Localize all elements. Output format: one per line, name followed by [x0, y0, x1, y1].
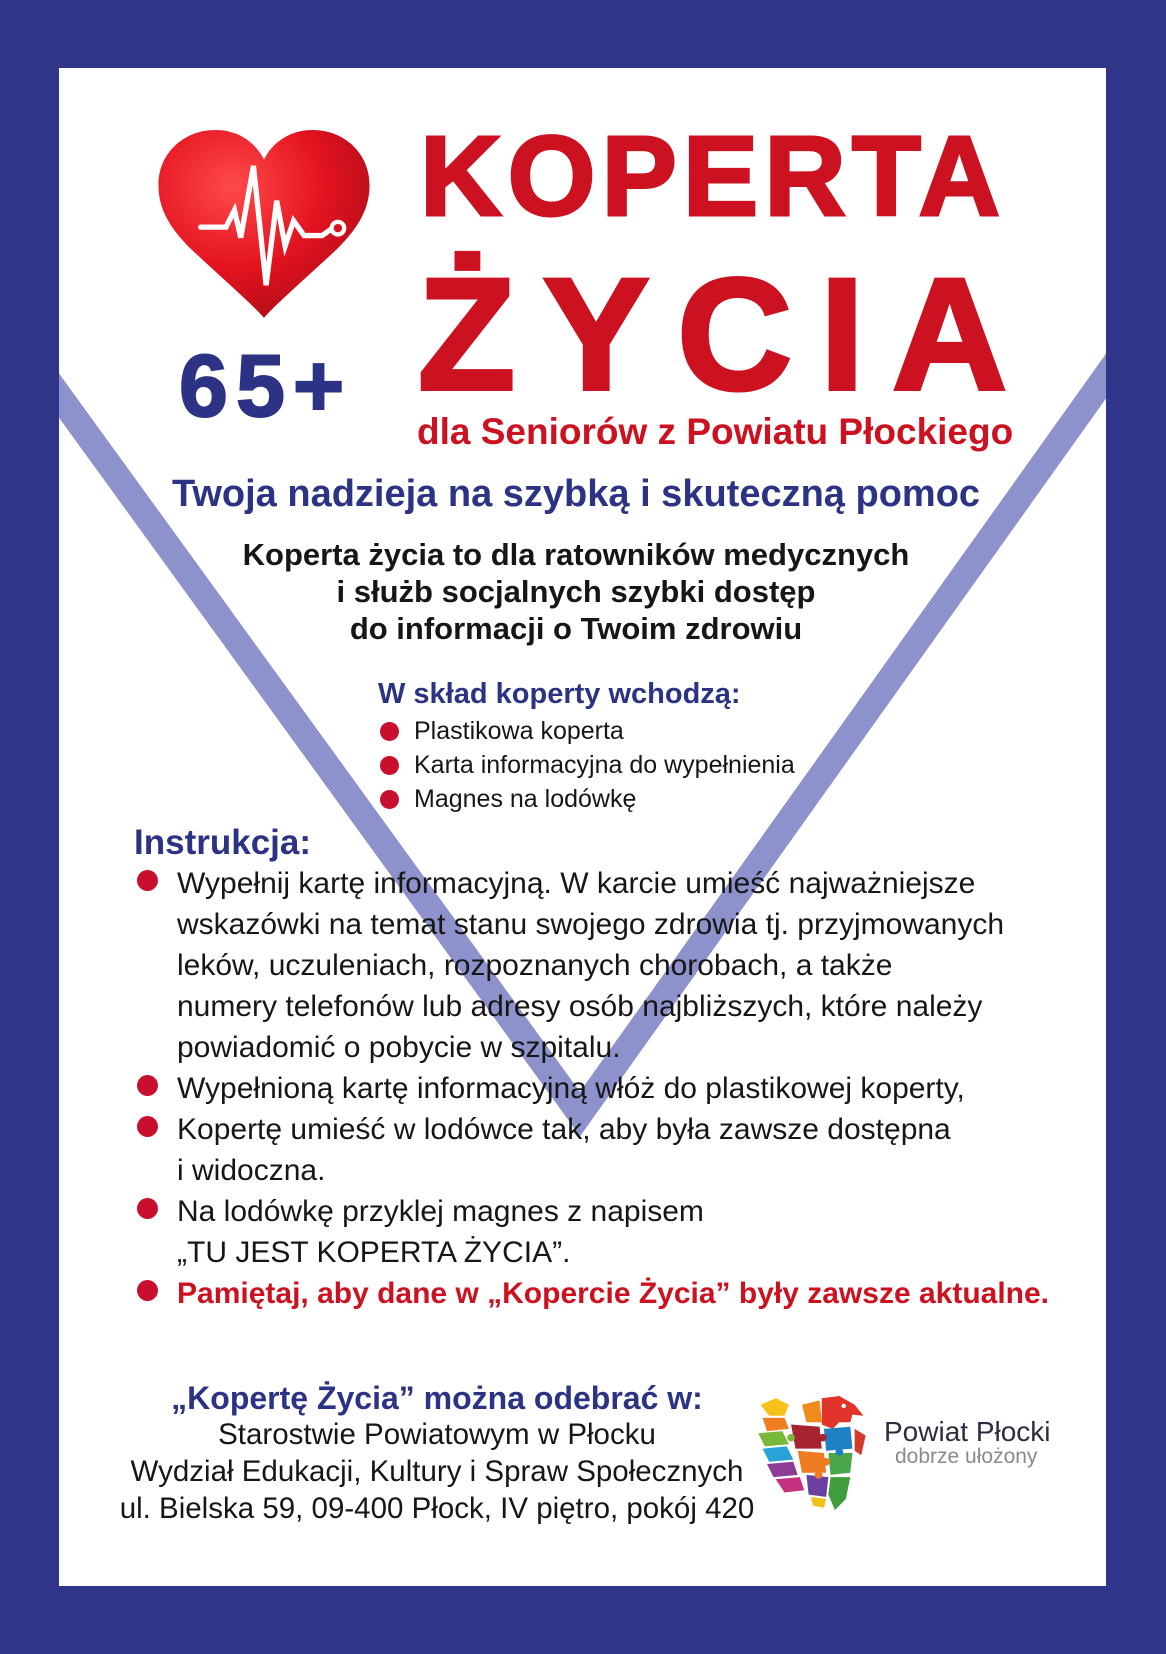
list-item-text: Magnes na lodówkę — [414, 785, 637, 813]
tagline: Twoja nadzieja na szybką i skuteczną pomoc — [171, 473, 981, 515]
bullet-dot-icon — [137, 1075, 158, 1096]
logo-name: Powiat Płocki — [884, 1416, 1051, 1447]
bullet-dot-icon — [380, 790, 399, 809]
list-item — [380, 714, 795, 748]
list-item — [380, 782, 795, 816]
ecg-end-dot — [332, 222, 345, 235]
bullet-dot-icon — [380, 756, 399, 775]
bullet-dot-icon — [137, 1198, 158, 1219]
instruction-line: Pamiętaj, aby dane w „Kopercie Życia” były zawsze aktualne. — [177, 1277, 1050, 1310]
instruction-step — [177, 1191, 1049, 1273]
contents-heading: W skład koperty wchodzą: — [378, 678, 741, 710]
instruction-line: leków, uczuleniach, rozpoznanych chorobach, a także — [177, 949, 893, 982]
pickup-heading: „Kopertę Życia” można odebrać w: — [171, 1380, 703, 1416]
list-item — [380, 748, 795, 782]
description-line: do informacji o Twoim zdrowiu — [349, 611, 803, 646]
instruction-step-reminder — [177, 1273, 1049, 1314]
instruction-step — [177, 1109, 1049, 1191]
instructions-heading: Instrukcja: — [134, 823, 311, 862]
address-line: ul. Bielska 59, 09-400 Płock, IV piętro, pokój 420 — [119, 1492, 755, 1525]
instruction-line: Kopertę umieść w lodówce tak, aby była zawsze dostępna — [177, 1113, 951, 1146]
instruction-step — [177, 863, 1049, 1068]
bullet-dot-icon — [137, 1116, 158, 1137]
instruction-line: powiadomić o pobycie w szpitalu. — [177, 1031, 621, 1064]
heart-ecg-icon — [158, 130, 370, 320]
pickup-address — [115, 1416, 759, 1527]
instruction-line: numery telefonów lub adresy osób najbliższych, które należy — [177, 990, 983, 1023]
puzzle-eagle-logo-icon — [758, 1396, 868, 1510]
instruction-line: Na lodówkę przyklej magnes z napisem — [177, 1195, 704, 1228]
description-line: Koperta życia to dla ratowników medycznych — [242, 537, 910, 572]
instruction-step — [177, 1068, 1049, 1109]
title-line-1: KOPERTA — [420, 113, 1007, 239]
contents-list — [380, 714, 795, 816]
instruction-line: Wypełnij kartę informacyjną. W karcie umieść najważniejsze — [177, 867, 976, 900]
address-line: Wydział Edukacji, Kultury i Spraw Społecznych — [130, 1455, 744, 1488]
age-badge: 65+ — [179, 336, 353, 435]
logo-slogan: dobrze ułożony — [895, 1445, 1038, 1468]
instruction-line: i widoczna. — [177, 1154, 326, 1187]
bullet-dot-icon — [380, 722, 399, 741]
list-item-text: Karta informacyjna do wypełnienia — [414, 751, 795, 779]
description — [176, 536, 976, 647]
instruction-line: „TU JEST KOPERTA ŻYCIA”. — [177, 1236, 571, 1269]
instruction-steps — [177, 863, 1049, 1314]
title-line-2: ŻYCIA — [418, 245, 1035, 423]
subtitle: dla Seniorów z Powiatu Płockiego — [417, 411, 1014, 452]
instruction-line: Wypełnioną kartę informacyjną włóż do plastikowej koperty, — [177, 1072, 965, 1105]
bullet-dot-icon — [137, 870, 158, 891]
description-line: i służb socjalnych szybki dostęp — [336, 574, 816, 609]
address-line: Starostwie Powiatowym w Płocku — [218, 1418, 656, 1451]
instruction-line: wskazówki na temat stanu swojego zdrowia tj. przyjmowanych — [177, 908, 1005, 941]
list-item-text: Plastikowa koperta — [414, 717, 624, 745]
bullet-dot-icon — [137, 1280, 158, 1301]
